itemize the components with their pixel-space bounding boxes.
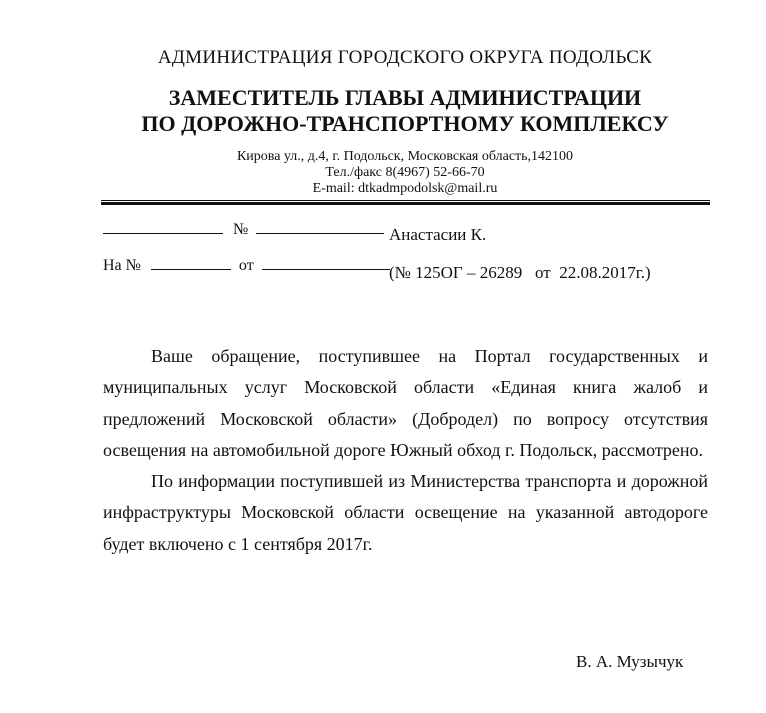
paragraph-1: Ваше обращение, поступившее на Портал государственных и муниципальных услуг Московской области «Единая книга жалоб и предложений Московской области» (Добродел) по вопросу отсутствия освещения на автомобильной дороге Южный обход г. Подольск, рассмотрено. xyxy=(103,346,708,460)
address: Кирова ул., д.4, г. Подольск, Московская область,142100 xyxy=(236,149,574,164)
number-blank xyxy=(256,219,384,234)
phone: Тел./факс 8(4967) 52-66-70 xyxy=(325,165,485,180)
signature: В. А. Музычук xyxy=(576,652,684,671)
paragraph-2: По информации поступившей из Министерства транспорта и дорожной инфраструктуры Московской области освещение на указанной автодороге будет включено с 1 сентября 2017г. xyxy=(103,471,708,554)
ot-blank xyxy=(262,255,390,270)
header-divider xyxy=(101,200,710,205)
na-nomer-blank xyxy=(151,255,231,270)
letter-body xyxy=(103,341,708,560)
ot-label: от xyxy=(238,257,254,274)
email: E-mail: dtkadmpodolsk@mail.ru xyxy=(312,181,498,196)
recipient: Анастасии К. xyxy=(389,225,487,244)
incoming-ref-row xyxy=(103,255,390,275)
incoming-reference: (№ 125ОГ – 26289 от 22.08.2017г.) xyxy=(389,263,651,282)
title-line-2: ПО ДОРОЖНО-ТРАНСПОРТНОМУ КОМПЛЕКСУ xyxy=(141,111,669,136)
outgoing-ref-row xyxy=(103,219,384,239)
title-line-1: ЗАМЕСТИТЕЛЬ ГЛАВЫ АДМИНИСТРАЦИИ xyxy=(168,85,642,110)
na-nomer-label: На № xyxy=(103,257,141,274)
organization-name: АДМИНИСТРАЦИЯ ГОРОДСКОГО ОКРУГА ПОДОЛЬСК xyxy=(157,47,653,68)
date-blank xyxy=(103,219,223,234)
number-label: № xyxy=(233,221,249,238)
